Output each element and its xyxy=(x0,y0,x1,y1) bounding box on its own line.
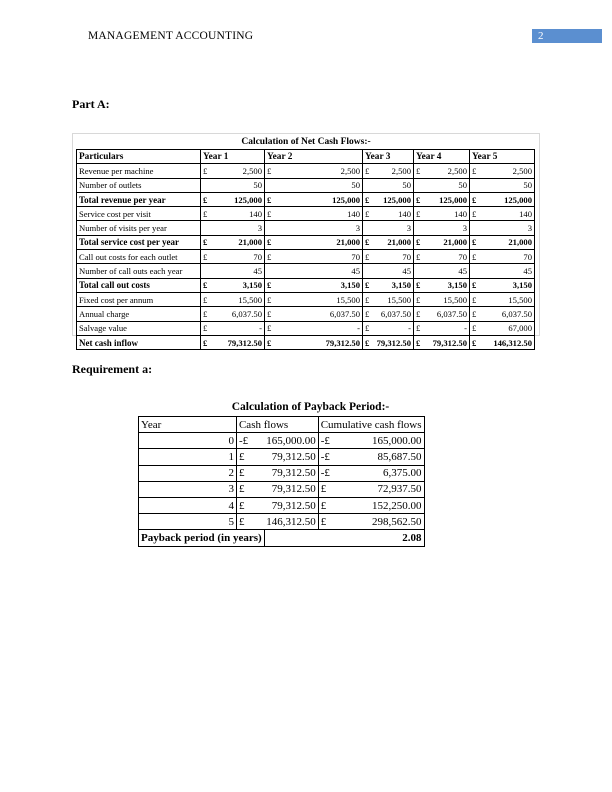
cell-value: 125,000 xyxy=(277,192,363,206)
currency-symbol xyxy=(201,178,215,192)
currency-symbol: £ xyxy=(414,207,426,221)
cell-value: 45 xyxy=(426,264,470,278)
table-row xyxy=(77,335,535,349)
row-label: Call out costs for each outlet xyxy=(77,250,201,264)
cell-value: 2,500 xyxy=(482,164,535,178)
currency-symbol xyxy=(363,221,375,235)
column-header-year-4: Year 4 xyxy=(414,150,470,164)
cell-value: 70 xyxy=(482,250,535,264)
row-label: Fixed cost per annum xyxy=(77,292,201,306)
cell-value: 70 xyxy=(426,250,470,264)
table-row xyxy=(77,278,535,292)
currency-symbol xyxy=(265,221,277,235)
currency-symbol: £ xyxy=(470,235,482,249)
cell-value: 79,312.50 xyxy=(277,335,363,349)
cell-value: 15,500 xyxy=(482,292,535,306)
cell-value: 140 xyxy=(375,207,414,221)
cell-value: 21,000 xyxy=(375,235,414,249)
currency-symbol: £ xyxy=(363,278,375,292)
cell-value: 15,500 xyxy=(375,292,414,306)
currency-symbol: £ xyxy=(363,207,375,221)
year-value: 3 xyxy=(139,481,237,497)
cell-value: 50 xyxy=(215,178,265,192)
payback-table xyxy=(138,416,425,547)
cell-value: 3 xyxy=(426,221,470,235)
table-row xyxy=(77,164,535,178)
currency-symbol: £ xyxy=(201,278,215,292)
cash-flow-sign: £ xyxy=(236,465,264,481)
row-label: Total revenue per year xyxy=(77,192,201,206)
requirement-a-heading: Requirement a: xyxy=(72,362,153,376)
cell-value: 3,150 xyxy=(215,278,265,292)
payback-period-value: 2.08 xyxy=(264,530,424,546)
cell-value: 67,000 xyxy=(482,321,535,335)
cash-flow-value: 146,312.50 xyxy=(264,514,318,530)
cell-value: - xyxy=(426,321,470,335)
cell-value: 15,500 xyxy=(277,292,363,306)
currency-symbol: £ xyxy=(363,235,375,249)
cell-value: 125,000 xyxy=(215,192,265,206)
cell-value: 50 xyxy=(482,178,535,192)
cumulative-value: 298,562.50 xyxy=(337,514,425,530)
row-label: Number of visits per year xyxy=(77,221,201,235)
currency-symbol: £ xyxy=(265,192,277,206)
currency-symbol xyxy=(470,221,482,235)
table-row xyxy=(139,449,425,465)
table-row xyxy=(77,264,535,278)
row-label: Service cost per visit xyxy=(77,207,201,221)
table-row xyxy=(77,235,535,249)
cell-value: 6,037.50 xyxy=(375,307,414,321)
cash-flow-value: 79,312.50 xyxy=(264,449,318,465)
cell-value: 6,037.50 xyxy=(215,307,265,321)
cell-value: 3 xyxy=(482,221,535,235)
cumulative-value: 165,000.00 xyxy=(337,433,425,449)
year-value: 4 xyxy=(139,497,237,513)
table-row xyxy=(77,207,535,221)
cell-value: 70 xyxy=(215,250,265,264)
cell-value: 6,037.50 xyxy=(277,307,363,321)
year-value: 1 xyxy=(139,449,237,465)
currency-symbol: £ xyxy=(470,250,482,264)
currency-symbol xyxy=(470,178,482,192)
currency-symbol: £ xyxy=(363,250,375,264)
row-label: Net cash inflow xyxy=(77,335,201,349)
cumulative-value: 72,937.50 xyxy=(337,481,425,497)
currency-symbol xyxy=(363,264,375,278)
currency-symbol: £ xyxy=(470,335,482,349)
cell-value: 140 xyxy=(482,207,535,221)
cell-value: 2,500 xyxy=(426,164,470,178)
currency-symbol: £ xyxy=(201,207,215,221)
cell-value: 2,500 xyxy=(375,164,414,178)
cell-value: 140 xyxy=(277,207,363,221)
cumulative-value: 85,687.50 xyxy=(337,449,425,465)
cell-value: 125,000 xyxy=(375,192,414,206)
cash-flow-sign: -£ xyxy=(236,433,264,449)
currency-symbol: £ xyxy=(470,292,482,306)
cell-value: 3,150 xyxy=(375,278,414,292)
currency-symbol: £ xyxy=(201,307,215,321)
currency-symbol: £ xyxy=(363,321,375,335)
currency-symbol: £ xyxy=(265,321,277,335)
cell-value: 70 xyxy=(375,250,414,264)
page-number-badge: 2 xyxy=(532,29,602,43)
cell-value: 125,000 xyxy=(426,192,470,206)
cell-value: 50 xyxy=(375,178,414,192)
column-header-year: Year xyxy=(139,417,237,433)
cell-value: 79,312.50 xyxy=(215,335,265,349)
currency-symbol: £ xyxy=(363,292,375,306)
cumulative-value: 152,250.00 xyxy=(337,497,425,513)
currency-symbol: £ xyxy=(414,250,426,264)
table-row xyxy=(77,221,535,235)
cash-flow-value: 79,312.50 xyxy=(264,465,318,481)
cell-value: 21,000 xyxy=(277,235,363,249)
cumulative-sign: -£ xyxy=(318,449,336,465)
cell-value: - xyxy=(215,321,265,335)
currency-symbol xyxy=(470,264,482,278)
currency-symbol: £ xyxy=(265,207,277,221)
currency-symbol: £ xyxy=(201,335,215,349)
table-row xyxy=(77,250,535,264)
currency-symbol: £ xyxy=(201,192,215,206)
cash-flow-value: 165,000.00 xyxy=(264,433,318,449)
currency-symbol: £ xyxy=(201,321,215,335)
cell-value: 21,000 xyxy=(482,235,535,249)
row-label: Total service cost per year xyxy=(77,235,201,249)
currency-symbol: £ xyxy=(363,335,375,349)
cumulative-sign: £ xyxy=(318,481,336,497)
currency-symbol: £ xyxy=(363,164,375,178)
cell-value: - xyxy=(375,321,414,335)
cell-value: 2,500 xyxy=(215,164,265,178)
table-row xyxy=(139,514,425,530)
cell-value: 3,150 xyxy=(426,278,470,292)
column-header-year-2: Year 2 xyxy=(265,150,363,164)
currency-symbol: £ xyxy=(265,335,277,349)
cumulative-value: 6,375.00 xyxy=(337,465,425,481)
column-header-year-1: Year 1 xyxy=(201,150,265,164)
cash-flow-value: 79,312.50 xyxy=(264,481,318,497)
currency-symbol xyxy=(265,264,277,278)
cell-value: 3 xyxy=(375,221,414,235)
column-header-year-5: Year 5 xyxy=(470,150,535,164)
cell-value: 3 xyxy=(215,221,265,235)
row-label: Total call out costs xyxy=(77,278,201,292)
column-header-year-3: Year 3 xyxy=(363,150,414,164)
row-label: Number of call outs each year xyxy=(77,264,201,278)
cell-value: 2,500 xyxy=(277,164,363,178)
payback-footer-row xyxy=(139,530,425,546)
table-row xyxy=(139,481,425,497)
currency-symbol: £ xyxy=(414,278,426,292)
year-value: 5 xyxy=(139,514,237,530)
currency-symbol: £ xyxy=(265,292,277,306)
table-row xyxy=(139,465,425,481)
cell-value: 3 xyxy=(277,221,363,235)
cumulative-sign: £ xyxy=(318,497,336,513)
currency-symbol: £ xyxy=(201,292,215,306)
year-value: 2 xyxy=(139,465,237,481)
net-cash-flow-table-container xyxy=(72,133,540,348)
currency-symbol xyxy=(414,264,426,278)
table-row xyxy=(77,321,535,335)
payback-header-row xyxy=(139,417,425,433)
currency-symbol: £ xyxy=(265,235,277,249)
cell-value: 21,000 xyxy=(215,235,265,249)
cash-flow-sign: £ xyxy=(236,497,264,513)
currency-symbol: £ xyxy=(363,307,375,321)
currency-symbol: £ xyxy=(265,250,277,264)
cell-value: 6,037.50 xyxy=(426,307,470,321)
cash-flow-value: 79,312.50 xyxy=(264,497,318,513)
currency-symbol: £ xyxy=(201,235,215,249)
net-cash-flow-table xyxy=(76,149,535,350)
cell-value: 50 xyxy=(426,178,470,192)
currency-symbol xyxy=(201,264,215,278)
currency-symbol: £ xyxy=(201,250,215,264)
column-header-cash-flows: Cash flows xyxy=(236,417,318,433)
cash-flow-sign: £ xyxy=(236,481,264,497)
currency-symbol: £ xyxy=(201,164,215,178)
table-row xyxy=(77,192,535,206)
cell-value: 125,000 xyxy=(482,192,535,206)
table-row xyxy=(139,433,425,449)
cell-value: 3,150 xyxy=(482,278,535,292)
row-label: Annual charge xyxy=(77,307,201,321)
currency-symbol: £ xyxy=(265,164,277,178)
net-cash-flow-title: Calculation of Net Cash Flows:- xyxy=(241,137,371,147)
table-row xyxy=(77,292,535,306)
currency-symbol: £ xyxy=(470,164,482,178)
currency-symbol xyxy=(265,178,277,192)
cell-value: 45 xyxy=(215,264,265,278)
currency-symbol: £ xyxy=(414,335,426,349)
currency-symbol xyxy=(414,178,426,192)
cell-value: 15,500 xyxy=(215,292,265,306)
row-label: Revenue per machine xyxy=(77,164,201,178)
cell-value: 45 xyxy=(482,264,535,278)
currency-symbol: £ xyxy=(470,321,482,335)
year-value: 0 xyxy=(139,433,237,449)
currency-symbol xyxy=(201,221,215,235)
cell-value: 21,000 xyxy=(426,235,470,249)
currency-symbol: £ xyxy=(470,207,482,221)
cell-value: 45 xyxy=(277,264,363,278)
cell-value: 45 xyxy=(375,264,414,278)
cell-value: 70 xyxy=(277,250,363,264)
cash-flow-sign: £ xyxy=(236,449,264,465)
running-header: MANAGEMENT ACCOUNTING xyxy=(88,30,254,42)
cell-value: 3,150 xyxy=(277,278,363,292)
table-row xyxy=(139,497,425,513)
row-label: Salvage value xyxy=(77,321,201,335)
cash-flow-sign: £ xyxy=(236,514,264,530)
cell-value: 79,312.50 xyxy=(426,335,470,349)
cell-value: - xyxy=(277,321,363,335)
part-a-heading: Part A: xyxy=(72,97,110,111)
cumulative-sign: -£ xyxy=(318,433,336,449)
currency-symbol: £ xyxy=(414,164,426,178)
currency-symbol: £ xyxy=(470,192,482,206)
currency-symbol: £ xyxy=(414,235,426,249)
payback-title: Calculation of Payback Period:- xyxy=(231,401,390,413)
cumulative-sign: £ xyxy=(318,514,336,530)
currency-symbol: £ xyxy=(414,307,426,321)
cell-value: 146,312.50 xyxy=(482,335,535,349)
currency-symbol: £ xyxy=(414,292,426,306)
cumulative-sign: -£ xyxy=(318,465,336,481)
currency-symbol: £ xyxy=(470,278,482,292)
table-row xyxy=(77,307,535,321)
payback-period-label: Payback period (in years) xyxy=(139,530,265,546)
currency-symbol: £ xyxy=(414,192,426,206)
currency-symbol xyxy=(414,221,426,235)
cell-value: 140 xyxy=(215,207,265,221)
table-row xyxy=(77,178,535,192)
cell-value: 15,500 xyxy=(426,292,470,306)
column-header-cumulative: Cumulative cash flows xyxy=(318,417,424,433)
cell-value: 50 xyxy=(277,178,363,192)
currency-symbol xyxy=(363,178,375,192)
currency-symbol: £ xyxy=(265,278,277,292)
currency-symbol: £ xyxy=(470,307,482,321)
row-label: Number of outlets xyxy=(77,178,201,192)
cell-value: 79,312.50 xyxy=(375,335,414,349)
currency-symbol: £ xyxy=(363,192,375,206)
currency-symbol: £ xyxy=(414,321,426,335)
cell-value: 140 xyxy=(426,207,470,221)
column-header-particulars: Particulars xyxy=(77,150,201,164)
currency-symbol: £ xyxy=(265,307,277,321)
cell-value: 6,037.50 xyxy=(482,307,535,321)
table-header-row xyxy=(77,150,535,164)
